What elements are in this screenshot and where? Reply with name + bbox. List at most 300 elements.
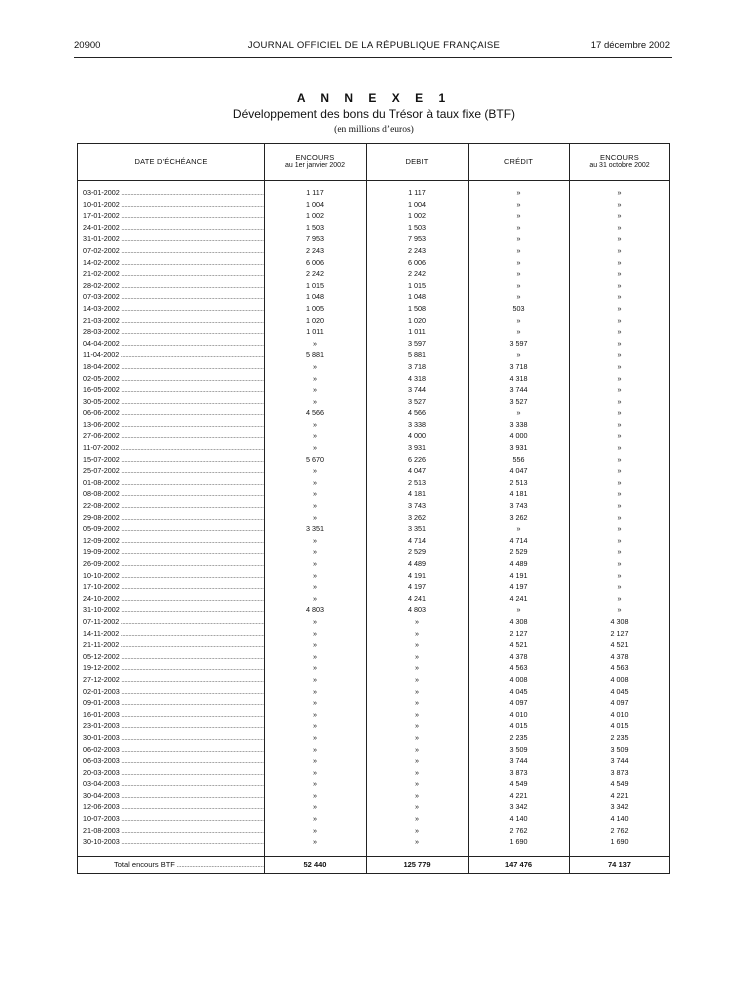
cell-credit: 2 513 xyxy=(509,477,528,487)
cell-maturity-date: 13-06-2002 ..... xyxy=(83,419,264,431)
cell-encours-start: » xyxy=(313,663,317,673)
cell-debit: » xyxy=(415,674,419,684)
table-row xyxy=(78,222,669,234)
cell-encours-start: » xyxy=(313,570,317,580)
cell-maturity-date: 24-10-2002 ..... xyxy=(83,593,264,605)
cell-debit: 5 881 xyxy=(408,350,426,360)
cell-maturity-date: 16-05-2002 ..... xyxy=(83,384,264,396)
cell-maturity-date: 03-01-2002 ..... xyxy=(83,187,264,199)
cell-encours-start: 5 881 xyxy=(306,350,324,360)
cell-credit: 1 690 xyxy=(509,837,528,847)
cell-debit: 2 529 xyxy=(408,547,426,557)
cell-credit: 4 521 xyxy=(509,640,528,650)
column-header-debit-label: DEBIT xyxy=(405,156,429,166)
table-row xyxy=(78,268,669,280)
cell-credit: 4 241 xyxy=(509,593,528,603)
cell-maturity-date: 10-10-2002 ..... xyxy=(83,570,264,582)
page-number: 20900 xyxy=(74,40,101,51)
cell-encours-start: » xyxy=(313,837,317,847)
cell-maturity-date: 21-02-2002 ..... xyxy=(83,268,264,280)
cell-encours-end: 4 549 xyxy=(610,779,629,789)
cell-encours-start: 1 048 xyxy=(306,292,324,302)
cell-debit: 4 803 xyxy=(408,605,426,615)
cell-maturity-date: 11-04-2002 ..... xyxy=(83,349,264,361)
table-row xyxy=(78,755,669,767)
cell-encours-end: 2 235 xyxy=(610,732,629,742)
cell-maturity-date: 29-08-2002 ..... xyxy=(83,512,264,524)
cell-maturity-date: 15-07-2002 ..... xyxy=(83,454,264,466)
cell-encours-end: » xyxy=(617,466,622,476)
cell-credit: » xyxy=(516,408,521,418)
table-row xyxy=(78,558,669,570)
cell-encours-start: » xyxy=(313,559,317,568)
cell-credit: 4 489 xyxy=(509,559,528,568)
cell-maturity-date: 05-09-2002 ..... xyxy=(83,523,264,535)
cell-encours-start: » xyxy=(313,825,317,835)
cell-credit: 4 563 xyxy=(509,663,528,673)
cell-debit: » xyxy=(415,709,419,719)
cell-encours-end: 2 762 xyxy=(610,825,629,835)
cell-credit: 4 045 xyxy=(509,686,528,696)
cell-encours-end: » xyxy=(617,501,622,511)
total-debit: 125 779 xyxy=(403,860,431,869)
cell-encours-start: » xyxy=(313,814,317,824)
cell-debit: 3 338 xyxy=(408,419,426,429)
cell-credit: 3 873 xyxy=(509,767,528,777)
cell-credit: 3 718 xyxy=(509,361,528,371)
cell-credit: 3 527 xyxy=(509,396,528,406)
cell-encours-end: » xyxy=(617,338,622,348)
cell-debit: 3 718 xyxy=(408,361,426,371)
cell-debit: » xyxy=(415,767,419,777)
cell-encours-end: 3 509 xyxy=(610,744,629,754)
table-row xyxy=(78,720,669,732)
cell-encours-end: » xyxy=(617,234,622,244)
cell-debit: 3 744 xyxy=(408,385,426,395)
cell-credit: 4 010 xyxy=(509,709,528,719)
cell-debit: 4 318 xyxy=(408,373,426,383)
cell-encours-end: » xyxy=(617,327,622,337)
table-row xyxy=(78,419,669,431)
cell-debit: 1 011 xyxy=(408,327,426,337)
cell-encours-start: » xyxy=(313,547,317,557)
column-header-credit-label: CRÉDIT xyxy=(503,156,534,166)
cell-maturity-date: 04-04-2002 ..... xyxy=(83,338,264,350)
cell-debit: » xyxy=(415,802,419,812)
cell-encours-end: » xyxy=(617,454,622,464)
table-row xyxy=(78,709,669,721)
table-row xyxy=(78,813,669,825)
cell-encours-end: » xyxy=(617,245,622,255)
table-row xyxy=(78,778,669,790)
cell-encours-start: » xyxy=(313,779,317,789)
cell-maturity-date: 12-09-2002 ..... xyxy=(83,535,264,547)
table-row xyxy=(78,744,669,756)
cell-debit: 1 503 xyxy=(408,222,426,232)
cell-maturity-date: 05-12-2002 ..... xyxy=(83,651,264,663)
cell-debit: 4 047 xyxy=(408,466,426,476)
cell-credit: 503 xyxy=(512,303,525,313)
cell-encours-end: » xyxy=(617,477,622,487)
table-body xyxy=(78,187,669,848)
cell-credit: 4 015 xyxy=(509,721,528,731)
table-row xyxy=(78,500,669,512)
cell-debit: 2 243 xyxy=(408,245,426,255)
cell-maturity-date: 31-01-2002 ..... xyxy=(83,233,264,245)
cell-maturity-date: 30-10-2003 ..... xyxy=(83,836,264,848)
cell-encours-start: » xyxy=(313,698,317,708)
cell-encours-end: » xyxy=(617,361,622,371)
cell-encours-start: » xyxy=(313,593,317,603)
cell-encours-end: » xyxy=(617,593,622,603)
table-row xyxy=(78,430,669,442)
cell-debit: » xyxy=(415,628,419,638)
cell-encours-end: » xyxy=(617,315,622,325)
cell-credit: 2 529 xyxy=(509,547,528,557)
cell-encours-start: 1 011 xyxy=(306,327,324,337)
cell-encours-start: » xyxy=(313,431,317,441)
cell-encours-end: 3 744 xyxy=(610,756,629,766)
cell-credit: 3 744 xyxy=(509,756,528,766)
cell-encours-start: 5 670 xyxy=(306,454,324,464)
cell-maturity-date: 30-01-2003 ..... xyxy=(83,732,264,744)
cell-encours-end: » xyxy=(617,199,622,209)
column-header-encours-end-label: ENCOURS xyxy=(600,152,639,162)
cell-maturity-date: 06-02-2003 ..... xyxy=(83,744,264,756)
cell-encours-start: » xyxy=(313,721,317,731)
cell-encours-end: » xyxy=(617,535,622,545)
cell-encours-start: » xyxy=(313,640,317,650)
table-row xyxy=(78,674,669,686)
cell-maturity-date: 16-01-2003 ..... xyxy=(83,709,264,721)
cell-encours-end: 4 045 xyxy=(610,686,629,696)
cell-encours-start: » xyxy=(313,709,317,719)
cell-maturity-date: 10-01-2002 ..... xyxy=(83,199,264,211)
cell-debit: » xyxy=(415,721,419,731)
cell-encours-end: 1 690 xyxy=(610,837,629,847)
table-row xyxy=(78,199,669,211)
cell-encours-start: » xyxy=(313,628,317,638)
cell-encours-start: » xyxy=(313,790,317,800)
cell-encours-start: » xyxy=(313,767,317,777)
cell-encours-start: » xyxy=(313,674,317,684)
cell-debit: 1 002 xyxy=(408,211,426,221)
cell-encours-end: 4 097 xyxy=(610,698,629,708)
cell-maturity-date: 25-07-2002 ..... xyxy=(83,465,264,477)
cell-maturity-date: 31-10-2002 ..... xyxy=(83,604,264,616)
cell-credit: 4 047 xyxy=(509,466,528,476)
cell-maturity-date: 21-08-2003 ..... xyxy=(83,825,264,837)
cell-maturity-date: 09-01-2003 ..... xyxy=(83,697,264,709)
table-row xyxy=(78,581,669,593)
cell-credit: 2 762 xyxy=(509,825,528,835)
cell-maturity-date: 01-08-2002 ..... xyxy=(83,477,264,489)
cell-encours-end: » xyxy=(617,582,622,592)
cell-debit: » xyxy=(415,616,419,626)
table-row xyxy=(78,535,669,547)
cell-debit: » xyxy=(415,663,419,673)
table-row xyxy=(78,303,669,315)
cell-debit: 1 048 xyxy=(408,292,426,302)
cell-encours-start: 1 020 xyxy=(306,315,324,325)
table-row xyxy=(78,767,669,779)
table-row xyxy=(78,373,669,385)
column-header-encours-start xyxy=(264,144,366,180)
cell-encours-end: 4 008 xyxy=(610,674,629,684)
table-row xyxy=(78,639,669,651)
cell-encours-end: » xyxy=(617,443,622,453)
cell-maturity-date: 28-02-2002 ..... xyxy=(83,280,264,292)
cell-debit: » xyxy=(415,640,419,650)
cell-encours-start: » xyxy=(313,396,317,406)
table-row xyxy=(78,210,669,222)
table-row xyxy=(78,651,669,663)
cell-debit: 1 117 xyxy=(408,188,426,197)
cell-debit: 3 351 xyxy=(408,524,426,534)
table-row xyxy=(78,593,669,605)
cell-debit: 4 000 xyxy=(408,431,426,441)
table-row xyxy=(78,616,669,628)
cell-credit: » xyxy=(516,524,521,534)
cell-maturity-date: 10-07-2003 ..... xyxy=(83,813,264,825)
cell-debit: » xyxy=(415,651,419,661)
cell-credit: » xyxy=(516,199,521,209)
table-row xyxy=(78,280,669,292)
cell-encours-start: 1 004 xyxy=(306,199,324,209)
cell-credit: 4 097 xyxy=(509,698,528,708)
cell-encours-start: 2 242 xyxy=(306,269,324,279)
cell-encours-start: » xyxy=(313,501,317,511)
table-row xyxy=(78,512,669,524)
cell-debit: 4 489 xyxy=(408,559,426,568)
cell-maturity-date: 07-03-2002 ..... xyxy=(83,291,264,303)
journal-title: JOURNAL OFFICIEL DE LA RÉPUBLIQUE FRANÇAISE xyxy=(247,40,501,51)
table-row xyxy=(78,488,669,500)
cell-debit: 1 015 xyxy=(408,280,426,290)
cell-encours-start: » xyxy=(313,651,317,661)
cell-encours-end: » xyxy=(617,570,622,580)
cell-encours-start: » xyxy=(313,756,317,766)
cell-debit: 3 931 xyxy=(408,443,426,453)
cell-debit: » xyxy=(415,732,419,742)
cell-debit: » xyxy=(415,698,419,708)
table-row xyxy=(78,396,669,408)
cell-encours-end: » xyxy=(617,524,622,534)
cell-credit: » xyxy=(516,257,521,267)
cell-debit: » xyxy=(415,744,419,754)
table-row xyxy=(78,686,669,698)
table-row xyxy=(78,628,669,640)
cell-maturity-date: 08-08-2002 ..... xyxy=(83,488,264,500)
cell-debit: » xyxy=(415,837,419,847)
cell-encours-start: 4 803 xyxy=(306,605,324,615)
cell-credit: » xyxy=(516,327,521,337)
units-note: (en millions d’euros) xyxy=(334,125,414,135)
cell-maturity-date: 27-06-2002 ..... xyxy=(83,430,264,442)
cell-encours-end: » xyxy=(617,373,622,383)
cell-encours-end: » xyxy=(617,431,622,441)
cell-encours-start: 6 006 xyxy=(306,257,324,267)
cell-maturity-date: 07-11-2002 ..... xyxy=(83,616,264,628)
table-row xyxy=(78,825,669,837)
cell-credit: 3 509 xyxy=(509,744,528,754)
cell-debit: 4 714 xyxy=(408,535,426,545)
table-row xyxy=(78,570,669,582)
cell-maturity-date: 12-06-2003 ..... xyxy=(83,801,264,813)
total-row xyxy=(78,856,669,875)
cell-encours-end: » xyxy=(617,269,622,279)
cell-credit: 4 181 xyxy=(509,489,528,499)
cell-credit: 4 308 xyxy=(509,616,528,626)
table-row xyxy=(78,790,669,802)
cell-encours-start: » xyxy=(313,338,317,348)
cell-maturity-date: 30-04-2003 ..... xyxy=(83,790,264,802)
table-row xyxy=(78,326,669,338)
cell-maturity-date: 17-01-2002 ..... xyxy=(83,210,264,222)
cell-debit: 4 197 xyxy=(408,582,426,592)
cell-encours-end: » xyxy=(617,605,622,615)
annexe-heading: A N N E X E 1 xyxy=(296,91,452,105)
cell-credit: 4 008 xyxy=(509,674,528,684)
cell-encours-start: » xyxy=(313,385,317,395)
cell-credit: 2 235 xyxy=(509,732,528,742)
cell-maturity-date: 14-03-2002 ..... xyxy=(83,303,264,315)
table-row xyxy=(78,662,669,674)
column-header-encours-start-label: ENCOURS xyxy=(295,152,335,162)
total-encours-start: 52 440 xyxy=(303,860,327,869)
cell-encours-start: » xyxy=(313,373,317,383)
cell-debit: 1 020 xyxy=(408,315,426,325)
total-encours-end: 74 137 xyxy=(608,860,631,869)
table-row xyxy=(78,442,669,454)
cell-encours-end: » xyxy=(617,512,622,522)
cell-debit: 3 262 xyxy=(408,512,426,522)
cell-encours-start: 1 015 xyxy=(306,280,324,290)
cell-credit: 4 318 xyxy=(509,373,528,383)
table-row xyxy=(78,315,669,327)
cell-credit: » xyxy=(516,280,521,290)
cell-credit: » xyxy=(516,188,521,197)
cell-debit: 7 953 xyxy=(408,234,426,244)
cell-debit: » xyxy=(415,790,419,800)
cell-credit: 2 127 xyxy=(509,628,528,638)
cell-encours-end: 4 010 xyxy=(610,709,629,719)
cell-maturity-date: 21-03-2002 ..... xyxy=(83,315,264,327)
cell-encours-start: 1 117 xyxy=(306,188,324,197)
table-row xyxy=(78,477,669,489)
cell-encours-start: » xyxy=(313,419,317,429)
cell-encours-start: 7 953 xyxy=(306,234,324,244)
table-row xyxy=(78,523,669,535)
cell-encours-end: » xyxy=(617,280,622,290)
cell-encours-end: » xyxy=(617,559,622,568)
cell-encours-end: 4 563 xyxy=(610,663,629,673)
cell-maturity-date: 17-10-2002 ..... xyxy=(83,581,264,593)
table-row xyxy=(78,546,669,558)
cell-encours-end: » xyxy=(617,419,622,429)
table-row xyxy=(78,732,669,744)
cell-credit: » xyxy=(516,211,521,221)
cell-encours-start: » xyxy=(313,732,317,742)
cell-credit: » xyxy=(516,234,521,244)
cell-encours-end: » xyxy=(617,489,622,499)
cell-encours-start: » xyxy=(313,686,317,696)
publication-date: 17 décembre 2002 xyxy=(590,40,670,51)
cell-encours-end: 4 521 xyxy=(610,640,629,650)
cell-credit: 3 597 xyxy=(509,338,528,348)
cell-maturity-date: 02-01-2003 ..... xyxy=(83,686,264,698)
cell-encours-end: 3 342 xyxy=(610,802,629,812)
cell-encours-start: » xyxy=(313,512,317,522)
cell-maturity-date: 14-02-2002 ..... xyxy=(83,257,264,269)
cell-maturity-date: 06-03-2003 ..... xyxy=(83,755,264,767)
column-header-encours-end-sub: au 31 octobre 2002 xyxy=(589,162,650,170)
cell-maturity-date: 11-07-2002 ..... xyxy=(83,442,264,454)
cell-credit: 4 549 xyxy=(509,779,528,789)
column-header-date-label: DATE D'ÉCHÉANCE xyxy=(134,156,208,166)
cell-maturity-date: 06-06-2002 ..... xyxy=(83,407,264,419)
cell-encours-start: » xyxy=(313,616,317,626)
cell-credit: 4 140 xyxy=(509,814,528,824)
cell-encours-start: 1 002 xyxy=(306,211,324,221)
cell-credit: » xyxy=(516,245,521,255)
cell-encours-start: 1 005 xyxy=(306,303,324,313)
column-header-encours-start-sub: au 1er janvier 2002 xyxy=(285,162,345,170)
cell-credit: 3 743 xyxy=(509,501,528,511)
cell-credit: 3 931 xyxy=(509,443,528,453)
cell-encours-end: » xyxy=(617,222,622,232)
cell-encours-start: 2 243 xyxy=(306,245,324,255)
cell-encours-end: » xyxy=(617,292,622,302)
table-row xyxy=(78,338,669,350)
table-row xyxy=(78,697,669,709)
cell-encours-start: » xyxy=(313,582,317,592)
cell-maturity-date: 24-01-2002 ..... xyxy=(83,222,264,234)
cell-encours-end: 4 140 xyxy=(610,814,629,824)
table-row xyxy=(78,291,669,303)
cell-credit: 4 000 xyxy=(509,431,528,441)
cell-encours-start: » xyxy=(313,466,317,476)
cell-debit: 4 566 xyxy=(408,408,426,418)
cell-encours-end: » xyxy=(617,408,622,418)
cell-credit: » xyxy=(516,292,521,302)
cell-maturity-date: 23-01-2003 ..... xyxy=(83,720,264,732)
header-rule xyxy=(74,57,672,58)
header-divider xyxy=(78,180,669,181)
cell-debit: 4 241 xyxy=(408,593,426,603)
cell-credit: 4 221 xyxy=(509,790,528,800)
cell-credit: 4 197 xyxy=(509,582,528,592)
table-row xyxy=(78,454,669,466)
cell-encours-start: » xyxy=(313,744,317,754)
cell-encours-end: 2 127 xyxy=(610,628,629,638)
cell-encours-start: » xyxy=(313,361,317,371)
table-row xyxy=(78,349,669,361)
table-row xyxy=(78,361,669,373)
cell-debit: » xyxy=(415,686,419,696)
cell-credit: 4 714 xyxy=(509,535,528,545)
cell-credit: » xyxy=(516,315,521,325)
cell-maturity-date: 28-03-2002 ..... xyxy=(83,326,264,338)
table-row xyxy=(78,407,669,419)
table-row xyxy=(78,604,669,616)
cell-encours-end: 4 308 xyxy=(610,616,629,626)
cell-encours-end: » xyxy=(617,396,622,406)
cell-debit: » xyxy=(415,779,419,789)
cell-maturity-date: 14-11-2002 ..... xyxy=(83,628,264,640)
total-credit: 147 476 xyxy=(504,860,533,869)
column-header-credit xyxy=(468,144,569,180)
